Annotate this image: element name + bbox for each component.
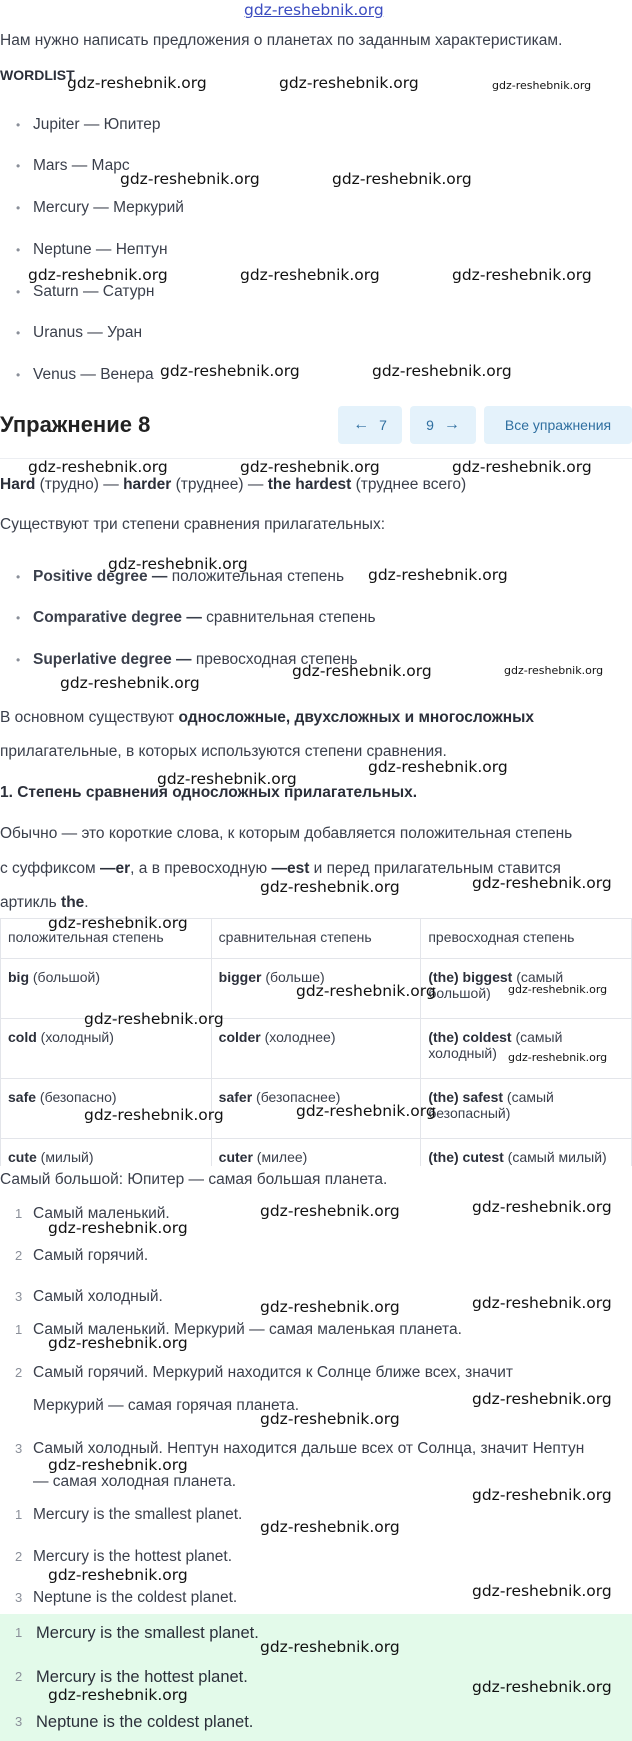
watermark: gdz-reshebnik.org (472, 1198, 612, 1216)
watermark: gdz-reshebnik.org (260, 878, 400, 896)
list-item: • Mars — Марс (16, 157, 130, 175)
table-header: сравнительная степень (211, 919, 421, 959)
arrow-left-icon: ← (353, 416, 370, 433)
watermark: gdz-reshebnik.org (260, 1202, 400, 1220)
table-header: положительная степень (1, 919, 212, 959)
watermark: gdz-reshebnik.org (48, 1334, 188, 1352)
watermark: gdz-reshebnik.org (240, 458, 380, 476)
watermark: gdz-reshebnik.org (292, 662, 432, 680)
watermark: gdz-reshebnik.org (28, 458, 168, 476)
watermark: gdz-reshebnik.org (120, 170, 260, 188)
watermark: gdz-reshebnik.org (296, 982, 436, 1000)
watermark: gdz-reshebnik.org (260, 1638, 400, 1656)
comparison-table-wrapper (0, 918, 632, 1166)
watermark: gdz-reshebnik.org (48, 1686, 188, 1704)
list-item: • Superlative degree — превосходная степень (16, 651, 358, 669)
list-item: • Uranus — Уран (16, 324, 142, 342)
watermark: gdz-reshebnik.org (368, 758, 508, 776)
list-item: • Jupiter — Юпитер (16, 116, 161, 134)
table-row: cold (холодный) colder (холоднее) (the) coldest (самый холодный) (1, 1019, 632, 1079)
watermark: gdz-reshebnik.org (84, 1106, 224, 1124)
table-row: safe (безопасно) safer (безопаснее) (the) safest (самый безопасный) (1, 1079, 632, 1139)
watermark-top-link[interactable]: gdz-reshebnik.org (244, 1, 384, 19)
watermark: gdz-reshebnik.org (240, 266, 380, 284)
watermark: gdz-reshebnik.org (260, 1518, 400, 1536)
watermark: gdz-reshebnik.org (296, 1102, 436, 1120)
basic-text-2: прилагательные, в которых используются степени сравнения. (0, 743, 447, 760)
list-item: • Mercury — Меркурий (16, 199, 184, 217)
basic-text-1: В основном существуют односложные, двухсложных и многосложных (0, 709, 534, 726)
watermark: gdz-reshebnik.org (60, 674, 200, 692)
watermark: gdz-reshebnik.org (157, 770, 297, 788)
all-exercises-button[interactable]: Все упражнения (484, 406, 632, 444)
exercise-title: Упражнение 8 (0, 412, 151, 437)
list-item: • Positive degree — положительная степень (16, 568, 344, 586)
watermark: gdz-reshebnik.org (48, 1566, 188, 1584)
prev-exercise-button[interactable]: ← 7 (338, 406, 402, 444)
watermark: gdz-reshebnik.org (67, 74, 207, 92)
watermark: gdz-reshebnik.org (472, 1582, 612, 1600)
table-row: big (большой) bigger (больше) (the) biggest (самый большой) (1, 959, 632, 1019)
table-header: превосходная степень (421, 919, 632, 959)
watermark: gdz-reshebnik.org (508, 1051, 608, 1064)
example-text: Самый большой: Юпитер — самая большая планета. (0, 1171, 388, 1188)
watermark: gdz-reshebnik.org (452, 266, 592, 284)
watermark: gdz-reshebnik.org (372, 362, 512, 380)
watermark: gdz-reshebnik.org (48, 1456, 188, 1474)
table-row: cute (милый) cuter (милее) (the) cutest (самый милый) (1, 1139, 632, 1167)
wordlist-label: WORDLIST (0, 67, 75, 83)
list-item: • Saturn — Сатурн (16, 283, 154, 301)
watermark: gdz-reshebnik.org (492, 79, 592, 92)
watermark: gdz-reshebnik.org (504, 664, 604, 677)
watermark: gdz-reshebnik.org (108, 555, 248, 573)
watermark: gdz-reshebnik.org (48, 1219, 188, 1237)
watermark: gdz-reshebnik.org (452, 458, 592, 476)
usual-text-1: Обычно — это короткие слова, к которым добавляется положительная степень (0, 825, 573, 842)
watermark: gdz-reshebnik.org (332, 170, 472, 188)
section-heading: 1. Степень сравнения односложных прилагательных. (0, 784, 418, 801)
watermark: gdz-reshebnik.org (260, 1410, 400, 1428)
watermark: gdz-reshebnik.org (279, 74, 419, 92)
usual-text-2: с суффиксом —er, а в превосходную —est и перед прилагательным ставится (0, 860, 561, 877)
intro-text: Нам нужно написать предложения о планетах по заданным характеристикам. (0, 32, 563, 49)
watermark: gdz-reshebnik.org (472, 1294, 612, 1312)
three-degrees-text: Существуют три степени сравнения прилагательных: (0, 516, 386, 533)
list-item: • Venus — Венера (16, 366, 154, 384)
usual-text-3: артикль the. (0, 894, 89, 911)
watermark: gdz-reshebnik.org (472, 1486, 612, 1504)
watermark: gdz-reshebnik.org (84, 1010, 224, 1028)
list-item: • Neptune — Нептун (16, 241, 168, 259)
watermark: gdz-reshebnik.org (160, 362, 300, 380)
watermark: gdz-reshebnik.org (260, 1298, 400, 1316)
list-item: • Comparative degree — сравнительная степень (16, 609, 376, 627)
watermark: gdz-reshebnik.org (472, 874, 612, 892)
next-exercise-button[interactable]: 9 → (410, 406, 476, 444)
watermark: gdz-reshebnik.org (48, 914, 188, 932)
comparison-table (0, 918, 632, 1166)
hard-line: Hard (трудно) — harder (труднее) — the hardest (труднее всего) (0, 476, 467, 493)
watermark: gdz-reshebnik.org (472, 1390, 612, 1408)
watermark: gdz-reshebnik.org (508, 983, 608, 996)
watermark: gdz-reshebnik.org (28, 266, 168, 284)
watermark: gdz-reshebnik.org (472, 1678, 612, 1696)
arrow-right-icon: → (443, 416, 460, 433)
watermark: gdz-reshebnik.org (368, 566, 508, 584)
